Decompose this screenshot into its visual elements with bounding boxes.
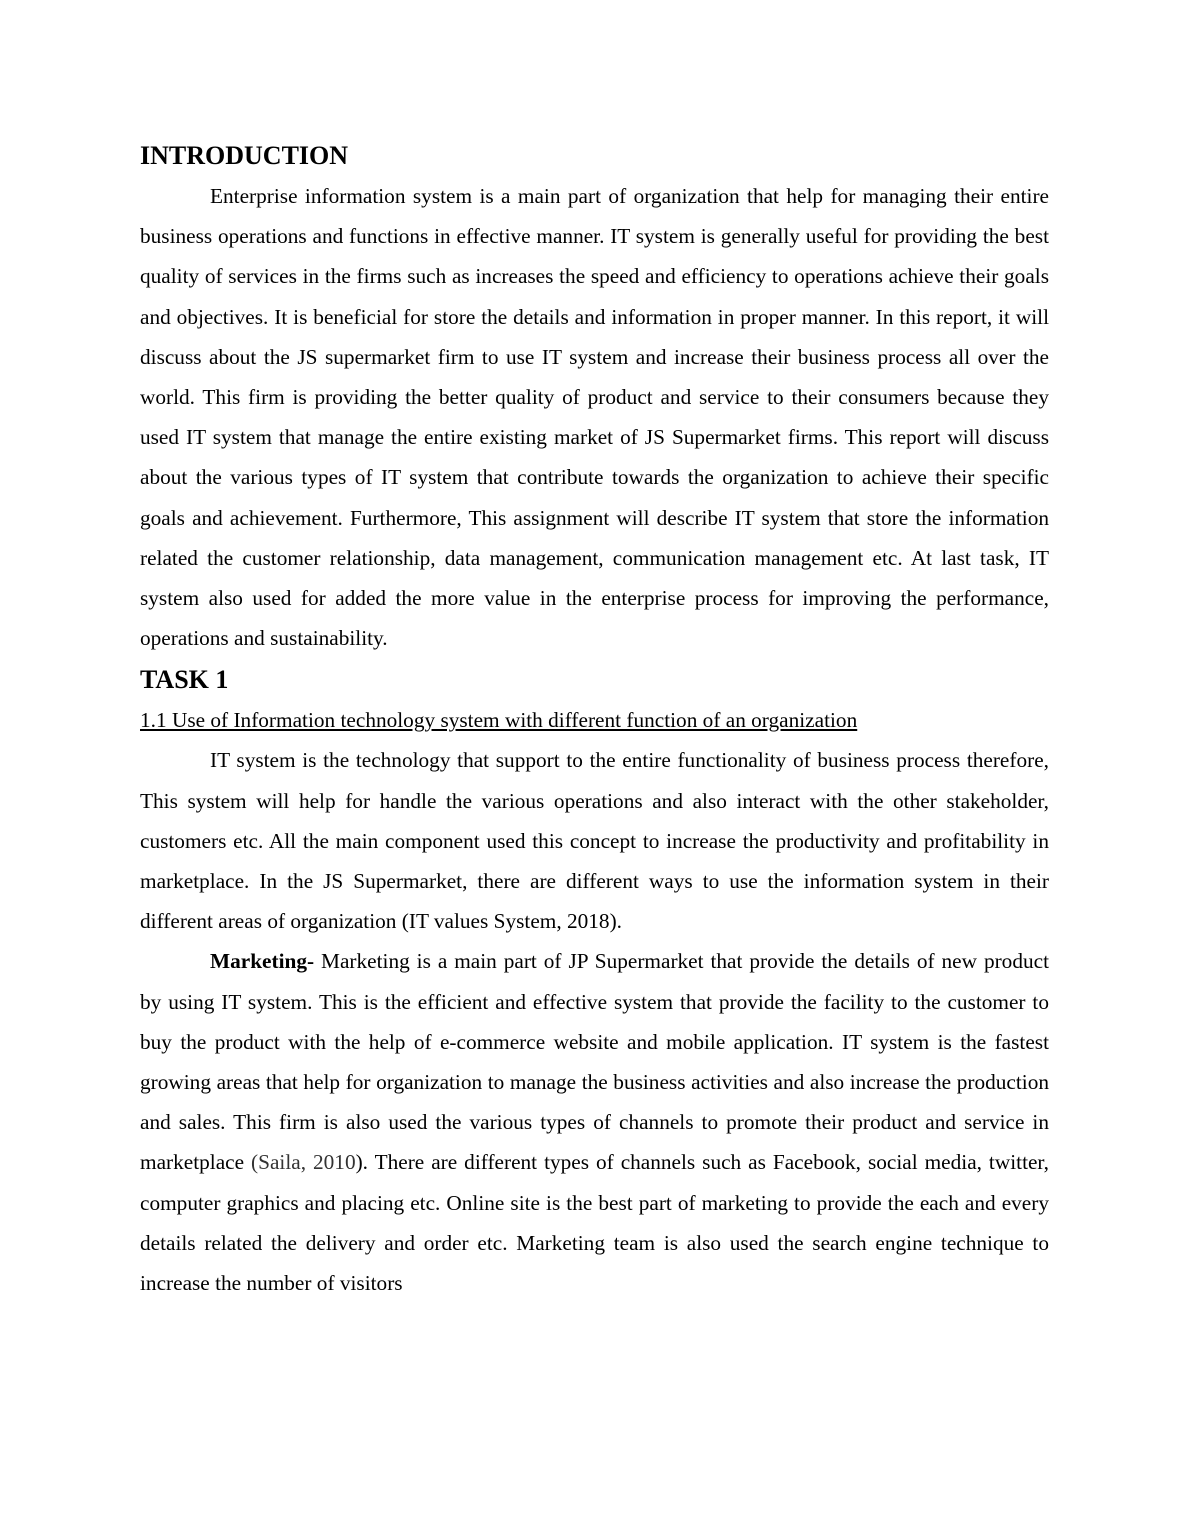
marketing-citation: (Saila, 2010: [251, 1150, 356, 1175]
marketing-paragraph: [140, 941, 1049, 1303]
marketing-text-after-citation: ). There are different types of channels such as Facebook, social media, twitter, computer graphics and placing etc. Online site is the best part of marketing to provide the each and every details related the delivery and order etc. Marketing team is also used the search engine technique to increase the number of visitors: [140, 1150, 1049, 1296]
introduction-paragraph: Enterprise information system is a main part of organization that help for managing their entire business operations and functions in effective manner. IT system is generally useful for providing the best quality of services in the firms such as increases the speed and efficiency to operations achieve their goals and objectives. It is beneficial for store the details and information in proper manner. In this report, it will discuss about the JS supermarket firm to use IT system and increase their business process all over the world. This firm is providing the better quality of product and service to their consumers because they used IT system that manage the entire existing market of JS Supermarket firms. This report will discuss about the various types of IT system that contribute towards the organization to achieve their specific goals and achievement. Furthermore, This assignment will describe IT system that store the information related the customer relationship, data management, communication management etc. At last task, IT system also used for added the more value in the enterprise process for improving the performance, operations and sustainability.: [140, 184, 1049, 651]
task1-paragraph: IT system is the technology that support to the entire functionality of business process therefore, This system will help for handle the various operations and also interact with the other stakeholder, customers etc. All the main component used this concept to increase the productivity and profitability in marketplace. In the JS Supermarket, there are different ways to use the information system in their different areas of organization (IT values System, 2018).: [140, 748, 1049, 934]
introduction-heading: INTRODUCTION: [140, 141, 349, 170]
marketing-text-before-citation: Marketing is a main part of JP Supermarket that provide the details of new product by using IT system. This is the efficient and effective system that provide the facility to the customer to buy the product with the help of e-commerce website and mobile application. IT system is the fastest growing areas that help for organization to manage the business activities and also increase the production and sales. This firm is also used the various types of channels to promote their product and service in marketplace: [140, 949, 1049, 1175]
section-1-1-subheading: 1.1 Use of Information technology system with different function of an organization: [140, 708, 858, 733]
task1-heading: TASK 1: [140, 665, 229, 695]
document-page: [140, 136, 1049, 1303]
marketing-lead: Marketing-: [210, 949, 315, 974]
